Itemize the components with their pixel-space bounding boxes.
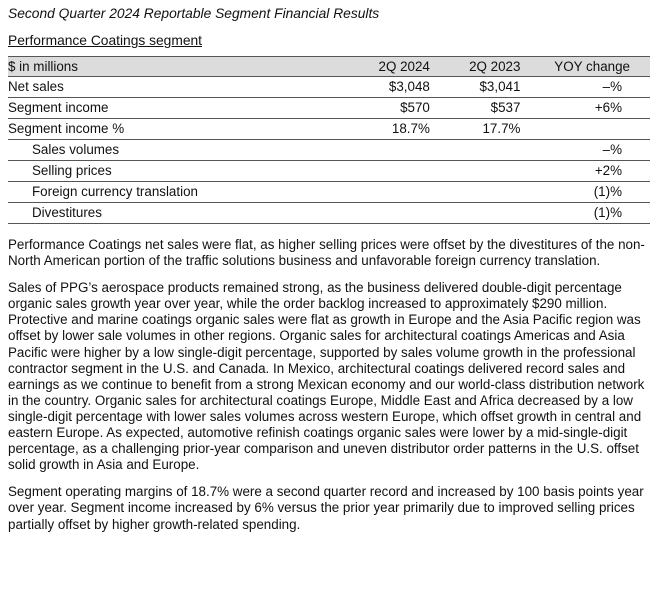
document-title: Second Quarter 2024 Reportable Segment Financial Results xyxy=(8,6,380,21)
cell-2q-2024 xyxy=(354,161,430,182)
table-row xyxy=(8,119,650,140)
table-row xyxy=(8,203,650,224)
cell-2q-2023: $537 xyxy=(430,98,521,119)
cell-yoy-change: –% xyxy=(520,140,650,161)
cell-2q-2024 xyxy=(354,182,430,203)
header-2q-2023: 2Q 2023 xyxy=(430,57,521,77)
row-label: Net sales xyxy=(8,77,354,98)
segment-heading: Performance Coatings segment xyxy=(8,33,203,48)
row-label: Segment income % xyxy=(8,119,354,140)
table-row xyxy=(8,77,650,98)
cell-2q-2023 xyxy=(430,161,521,182)
cell-2q-2023 xyxy=(430,203,521,224)
cell-yoy-change: +2% xyxy=(520,161,650,182)
row-label: Sales volumes xyxy=(8,140,354,161)
cell-2q-2023 xyxy=(430,140,521,161)
table-row xyxy=(8,161,650,182)
cell-yoy-change: +6% xyxy=(520,98,650,119)
cell-2q-2023: $3,041 xyxy=(430,77,521,98)
cell-2q-2023 xyxy=(430,182,521,203)
table-row xyxy=(8,98,650,119)
table-row xyxy=(8,140,650,161)
cell-yoy-change: –% xyxy=(520,77,650,98)
financial-results-table xyxy=(8,56,650,224)
paragraph-business-commentary: Sales of PPG’s aerospace products remained strong, as the business delivered double-digit percentage organic sales growth year over year, while the order backlog increased to approximately $290 million. Protective and marine coatings organic sales were flat as growth in Europe and the Asia Pacific region was offset by lower sale volumes in other regions. Organic sales for architectural coatings Americas and Asia Pacific were higher by a low single-digit percentage, supported by sales volume growth in the professional contractor segment in the U.S. and Canada. In Mexico, architectural coatings delivered record sales and earnings as we continue to benefit from a strong Mexican economy and our world-class distribution network in the country. Organic sales for architectural coatings Europe, Middle East and Africa decreased by a low single-digit percentage with lower sales volumes across western Europe, which offset growth in central and eastern Europe. As expected, automotive refinish coatings organic sales were lower by a mid-single-digit percentage, as a challenging prior-year comparison and uneven distributor order patterns in the U.S. offset solid growth in Asia and Europe. xyxy=(8,280,645,473)
paragraph-segment-margins: Segment operating margins of 18.7% were a second quarter record and increased by 100 basis points year over year. Segment income increased by 6% versus the prior year primarily due to improved selling prices partially offset by higher growth-related spending. xyxy=(8,484,644,532)
cell-yoy-change: (1)% xyxy=(520,182,650,203)
row-label: Selling prices xyxy=(8,161,354,182)
table-header-row xyxy=(8,57,650,77)
cell-2q-2024: $570 xyxy=(354,98,430,119)
header-units: $ in millions xyxy=(8,57,354,77)
table-row xyxy=(8,182,650,203)
row-label: Foreign currency translation xyxy=(8,182,354,203)
document-page xyxy=(8,0,658,533)
paragraph-net-sales-summary: Performance Coatings net sales were flat, as higher selling prices were offset by the divestitures of the non-North American portion of the traffic solutions business and unfavorable foreign currency translation. xyxy=(8,237,645,269)
cell-2q-2024: 18.7% xyxy=(354,119,430,140)
cell-2q-2024 xyxy=(354,140,430,161)
row-label: Divestitures xyxy=(8,203,354,224)
cell-yoy-change xyxy=(520,119,650,140)
cell-2q-2023: 17.7% xyxy=(430,119,521,140)
row-label: Segment income xyxy=(8,98,354,119)
header-yoy-change: YOY change xyxy=(520,57,650,77)
cell-2q-2024 xyxy=(354,203,430,224)
cell-yoy-change: (1)% xyxy=(520,203,650,224)
cell-2q-2024: $3,048 xyxy=(354,77,430,98)
header-2q-2024: 2Q 2024 xyxy=(354,57,430,77)
